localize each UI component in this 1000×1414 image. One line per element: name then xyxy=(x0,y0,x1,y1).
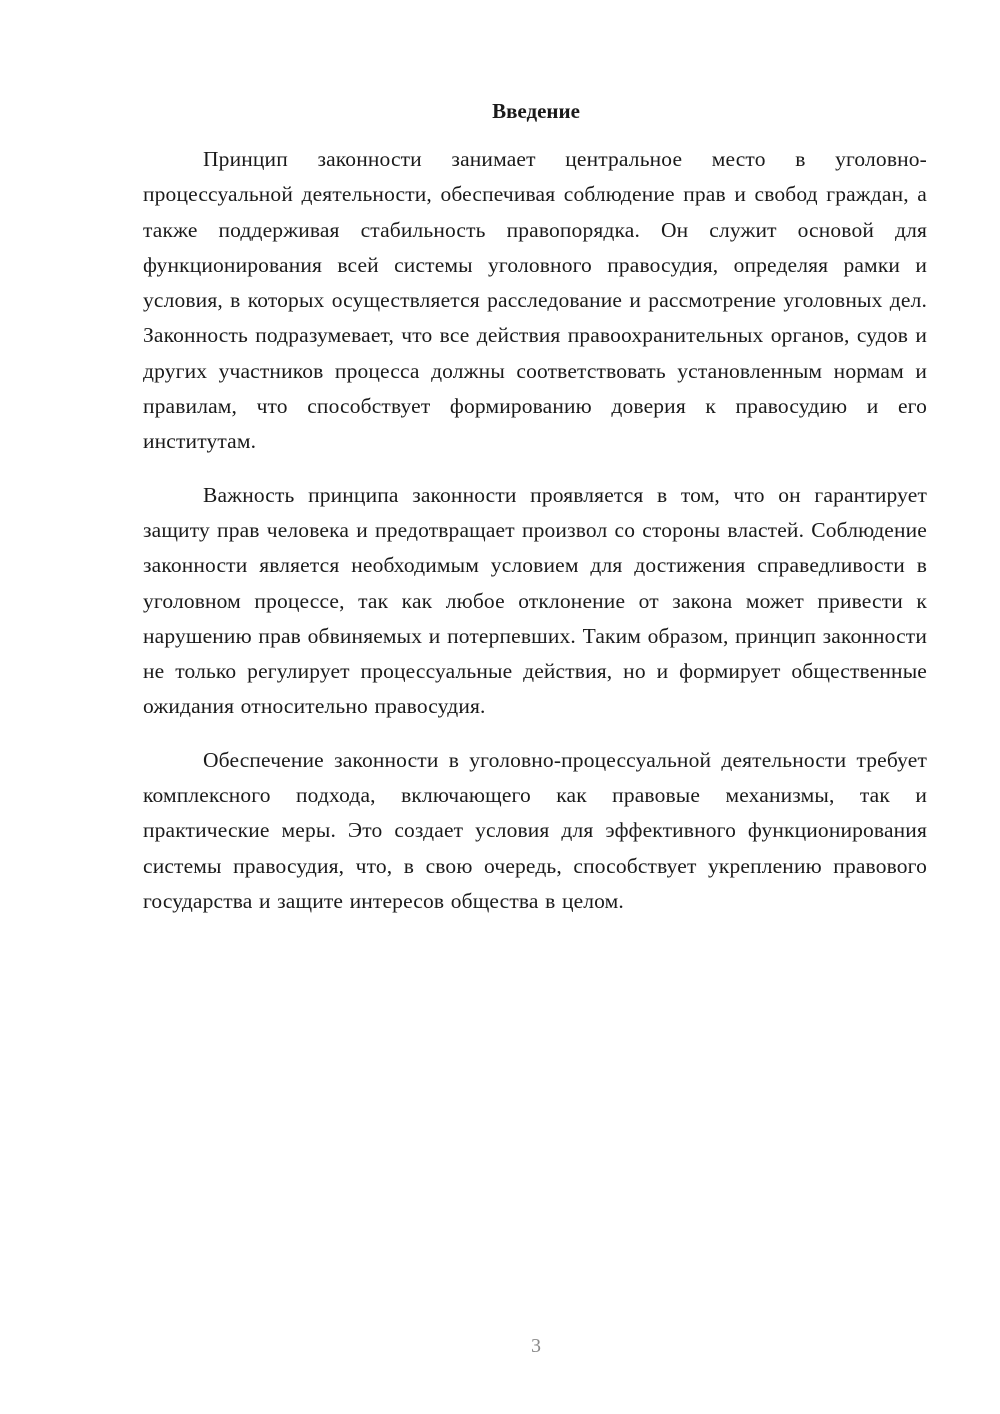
paragraph-3: Обеспечение законности в уголовно-процессуальной деятельности требует комплексного подхода, включающего как правовые механизмы, так и практические меры. Это создает условия для эффективного функционирования системы правосудия, что, в свою очередь, способствует укреплению правового государства и защите интересов общества в целом. xyxy=(143,747,927,913)
page-number: 3 xyxy=(531,1335,541,1357)
body-text xyxy=(143,142,927,937)
paragraph-2: Важность принципа законности проявляется в том, что он гарантирует защиту прав человека и предотвращает произвол со стороны властей. Соблюдение законности является необходимым условием для достижения справедливости в уголовном процессе, так как любое отклонение от закона может привести к нарушению прав обвиняемых и потерпевших. Таким образом, принцип законности не только регулирует процессуальные действия, но и формирует общественные ожидания относительно правосудия. xyxy=(143,482,927,719)
section-title: Введение xyxy=(492,99,580,123)
paragraph-1: Принцип законности занимает центральное место в уголовно-процессуальной деятельности, обеспечивая соблюдение прав и свобод граждан, а также поддерживая стабильность правопорядка. Он служит основой для функционирования всей системы уголовного правосудия, определяя рамки и условия, в которых осуществляется расследование и рассмотрение уголовных дел. Законность подразумевает, что все действия правоохранительных органов, судов и других участников процесса должны соответствовать установленным нормам и правилам, что способствует формированию доверия к правосудию и его институтам. xyxy=(143,147,927,454)
